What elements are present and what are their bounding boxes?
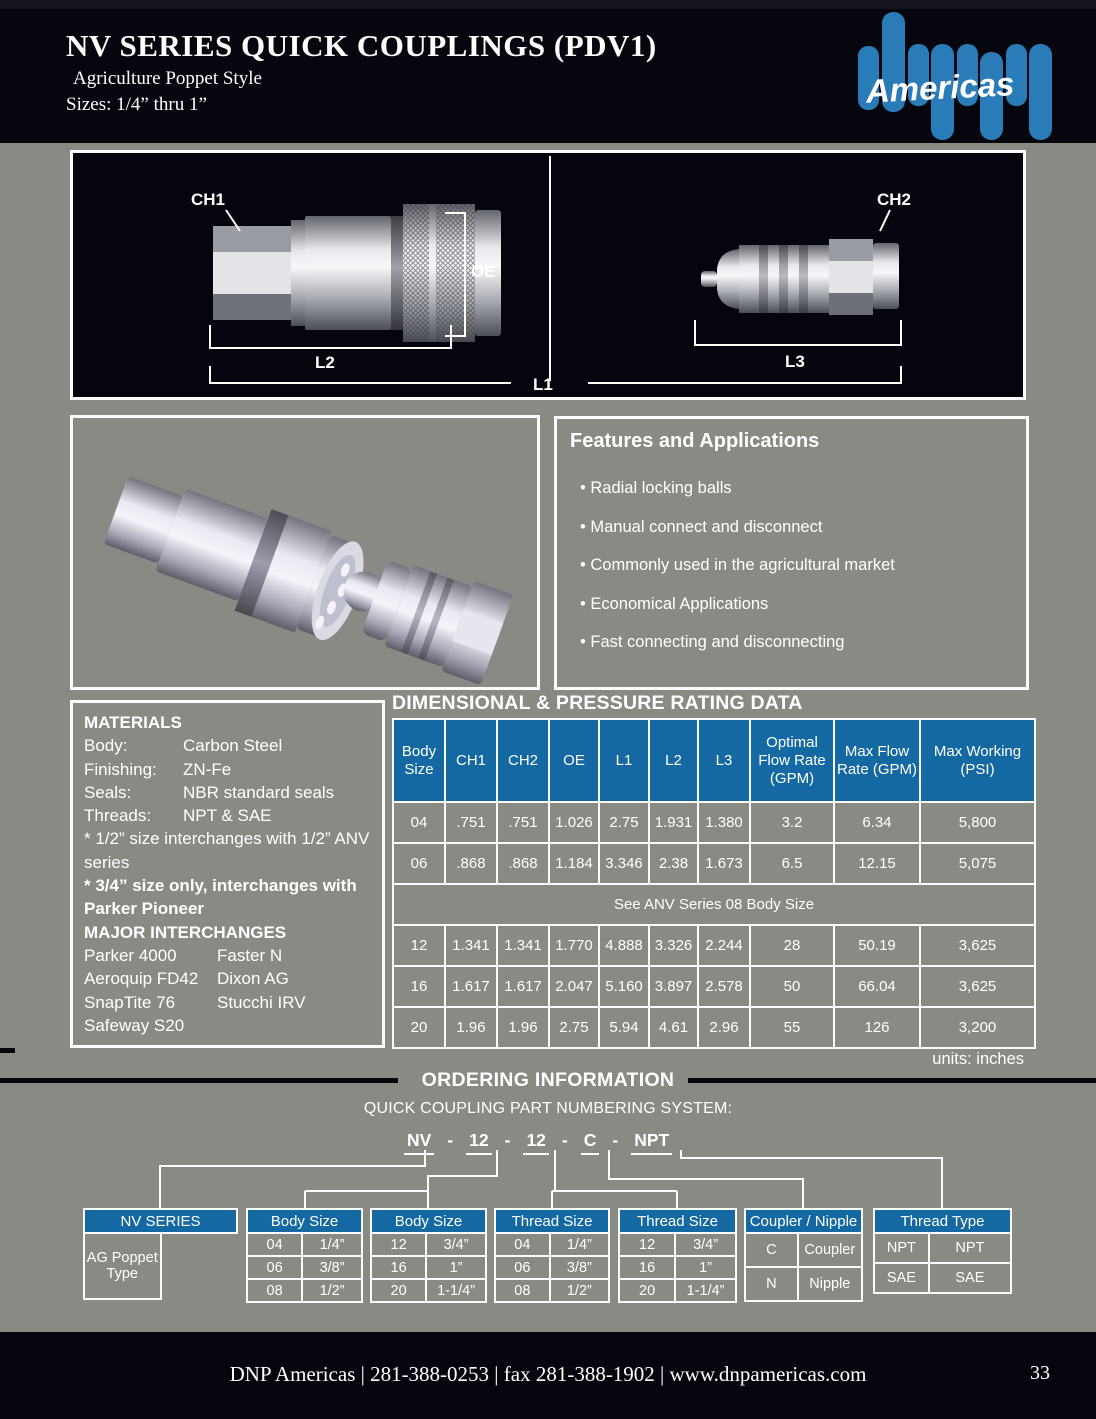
interchange-row <box>84 1014 371 1037</box>
code-cell: 16 <box>371 1256 426 1279</box>
page-subtitle-sizes: Sizes: 1/4” thru 1” <box>66 94 207 115</box>
nipple-illustration <box>701 239 899 315</box>
interchange-col1: SnapTite 76 <box>84 992 176 1012</box>
materials-note-1: * 1/2” size interchanges with 1/2” ANV series <box>84 829 370 872</box>
dim-cell: 2.75 <box>599 802 649 843</box>
dim-row-20 <box>393 1007 1035 1048</box>
feature-item: • Manual connect and disconnect <box>580 518 1026 537</box>
ordering-box-coupler-nipple <box>744 1208 863 1302</box>
dim-cell: 5.160 <box>599 966 649 1007</box>
ordering-box-header: Thread Size <box>619 1209 736 1233</box>
ordering-box-body-size-b <box>370 1208 487 1303</box>
dim-cell: 4.61 <box>649 1007 698 1048</box>
part-segment-series: NV <box>404 1130 434 1155</box>
dim-cell: .868 <box>445 843 497 884</box>
dim-cell: 50 <box>750 966 834 1007</box>
dim-cell: 55 <box>750 1007 834 1048</box>
label-oe: OE <box>471 262 496 281</box>
spec-row <box>84 804 371 827</box>
dim-cell: 1.770 <box>549 925 599 966</box>
label-l1: L1 <box>533 375 553 394</box>
dim-cell: 12 <box>393 925 445 966</box>
dim-cell: 1.380 <box>698 802 750 843</box>
interchanges-title: MAJOR INTERCHANGES <box>84 922 287 942</box>
dim-cell: 06 <box>393 843 445 884</box>
ordering-box-header: NV SERIES <box>84 1209 237 1233</box>
code-cell: 16 <box>619 1256 675 1279</box>
ordering-box-header: Coupler / Nipple <box>745 1209 862 1233</box>
interchange-col2: Stucchi IRV <box>217 992 306 1012</box>
ordering-box-header: Thread Type <box>874 1209 1011 1233</box>
spec-value: NBR standard seals <box>183 782 335 802</box>
dim-cell: 3.2 <box>750 802 834 843</box>
ordering-box-thread-size-b <box>618 1208 737 1303</box>
dim-cell: .751 <box>497 802 549 843</box>
code-cell: 04 <box>495 1233 550 1256</box>
value-cell: 3/8” <box>302 1256 362 1279</box>
part-dash: - <box>447 1130 454 1150</box>
value-cell: 1” <box>426 1256 486 1279</box>
dim-header-cell: CH1 <box>445 719 497 802</box>
dim-cell: 6.5 <box>750 843 834 884</box>
page-footer <box>0 1332 1096 1419</box>
dim-cell: 16 <box>393 966 445 1007</box>
value-cell: 1/4” <box>550 1233 609 1256</box>
dim-header-cell: Body Size <box>393 719 445 802</box>
label-ch1: CH1 <box>191 190 226 209</box>
features-list <box>570 479 1026 652</box>
spec-row <box>84 781 371 804</box>
dim-cell: 5,800 <box>920 802 1035 843</box>
left-edge-tick <box>0 1048 15 1053</box>
value-cell: SAE <box>929 1263 1011 1293</box>
dim-cell: 04 <box>393 802 445 843</box>
dim-cell: 3,625 <box>920 925 1035 966</box>
dim-cell: 66.04 <box>834 966 920 1007</box>
dimensional-table-title: DIMENSIONAL & PRESSURE RATING DATA <box>392 692 803 714</box>
materials-box <box>70 700 385 1048</box>
units-note: units: inches <box>932 1050 1024 1068</box>
code-cell: 06 <box>495 1256 550 1279</box>
dim-cell: 1.96 <box>497 1007 549 1048</box>
value-cell: 3/4” <box>426 1233 486 1256</box>
spec-value: NPT & SAE <box>183 806 272 826</box>
feature-item: • Fast connecting and disconnecting <box>580 633 1026 652</box>
code-cell: C <box>745 1233 798 1267</box>
dim-cell: 1.341 <box>445 925 497 966</box>
spec-value: Carbon Steel <box>183 736 283 756</box>
value-cell: Coupler <box>798 1233 862 1267</box>
dim-cell: 2.047 <box>549 966 599 1007</box>
value-cell: 1-1/4” <box>675 1279 736 1302</box>
dim-merged-note: See ANV Series 08 Body Size <box>393 884 1035 925</box>
dim-cell: 1.96 <box>445 1007 497 1048</box>
features-panel <box>554 416 1029 690</box>
spec-label: Threads: <box>84 806 152 826</box>
dim-cell: 1.931 <box>649 802 698 843</box>
dim-cell: 4.888 <box>599 925 649 966</box>
dim-cell: 12.15 <box>834 843 920 884</box>
dim-header-cell: Max Flow Rate (GPM) <box>834 719 920 802</box>
part-dash: - <box>504 1130 511 1150</box>
part-dash: - <box>612 1130 619 1150</box>
page-title: NV SERIES QUICK COUPLINGS (PDV1) <box>66 28 657 63</box>
dim-cell: 2.578 <box>698 966 750 1007</box>
ordering-box-series <box>83 1208 238 1300</box>
part-segment-body-size: 12 <box>466 1130 491 1155</box>
interchange-col1: Parker 4000 <box>84 945 177 965</box>
code-cell: 08 <box>247 1279 302 1302</box>
dim-cell: .751 <box>445 802 497 843</box>
dim-row-16 <box>393 966 1035 1007</box>
dim-header-cell: L2 <box>649 719 698 802</box>
spec-label: Finishing: <box>84 759 157 779</box>
dim-row-06 <box>393 843 1035 884</box>
label-l2: L2 <box>315 353 335 372</box>
code-cell: 12 <box>619 1233 675 1256</box>
dim-header-cell: OE <box>549 719 599 802</box>
ordering-box-header: Body Size <box>247 1209 362 1233</box>
ordering-box-thread-type <box>873 1208 1012 1294</box>
materials-note-2: * 3/4” size only, interchanges with Parker Pioneer <box>84 876 357 919</box>
dim-cell: 6.34 <box>834 802 920 843</box>
spec-label: Seals: <box>84 782 132 802</box>
dim-cell: 1.184 <box>549 843 599 884</box>
spec-row <box>84 734 371 757</box>
dim-cell: 3,625 <box>920 966 1035 1007</box>
dim-header-cell: Max Working (PSI) <box>920 719 1035 802</box>
feature-item: • Radial locking balls <box>580 479 1026 498</box>
part-segment-thread-size: 12 <box>523 1130 548 1155</box>
dim-cell: 3.326 <box>649 925 698 966</box>
code-cell: N <box>745 1267 798 1301</box>
interchange-col1: Aeroquip FD42 <box>84 969 199 989</box>
code-cell: NPT <box>874 1233 929 1263</box>
dimension-diagram-panel <box>70 150 1026 400</box>
part-number-connectors <box>0 1148 1096 1210</box>
value-cell: 1-1/4” <box>426 1279 486 1302</box>
part-dash: - <box>561 1130 568 1150</box>
dim-header-cell: L3 <box>698 719 750 802</box>
dim-cell: 126 <box>834 1007 920 1048</box>
ordering-box-thread-size-a <box>494 1208 610 1303</box>
spec-value: ZN-Fe <box>183 759 232 779</box>
dim-cell: 1.026 <box>549 802 599 843</box>
dim-cell: 2.38 <box>649 843 698 884</box>
ordering-box-header: Thread Size <box>495 1209 609 1233</box>
dim-cell: 3,200 <box>920 1007 1035 1048</box>
value-cell: Nipple <box>798 1267 862 1301</box>
coupler-illustration <box>213 204 501 342</box>
dim-cell: 3.346 <box>599 843 649 884</box>
interchange-row <box>84 967 371 990</box>
code-cell: 08 <box>495 1279 550 1302</box>
coupler-render <box>97 459 374 648</box>
ordering-subtitle: QUICK COUPLING PART NUMBERING SYSTEM: <box>363 1100 733 1117</box>
interchange-col1: Safeway S20 <box>84 1015 185 1035</box>
interchange-row <box>84 991 371 1014</box>
dim-cell: 5.94 <box>599 1007 649 1048</box>
ordering-title: ORDERING INFORMATION <box>421 1069 675 1091</box>
page-subtitle-style: Agriculture Poppet Style <box>73 68 262 89</box>
ordering-box-body: AG Poppet Type <box>84 1233 161 1299</box>
value-cell: 1” <box>675 1256 736 1279</box>
value-cell: 3/8” <box>550 1256 609 1279</box>
dim-header-row <box>393 719 1035 802</box>
value-cell: 1/4” <box>302 1233 362 1256</box>
logo-americas-text: Americas <box>864 65 1016 110</box>
code-cell: 12 <box>371 1233 426 1256</box>
dnp-logo <box>848 6 1092 140</box>
dim-row-note <box>393 884 1035 925</box>
dim-cell: 5,075 <box>920 843 1035 884</box>
code-cell: 20 <box>619 1279 675 1302</box>
dim-cell: 1.617 <box>497 966 549 1007</box>
ordering-box-header: Body Size <box>371 1209 486 1233</box>
dim-cell: 50.19 <box>834 925 920 966</box>
feature-item: • Economical Applications <box>580 595 1026 614</box>
code-cell: 20 <box>371 1279 426 1302</box>
page-header <box>0 0 1096 143</box>
footer-contact: DNP Americas | 281-388-0253 | fax 281-388-1902 | www.dnpamericas.com <box>229 1362 867 1386</box>
dim-header-cell: Optimal Flow Rate (GPM) <box>750 719 834 802</box>
dimension-diagram <box>73 153 1023 397</box>
value-cell: NPT <box>929 1233 1011 1263</box>
product-renders <box>73 418 537 687</box>
value-cell: 1/2” <box>550 1279 609 1302</box>
spec-row <box>84 758 371 781</box>
part-segment-coupler: C <box>581 1130 600 1155</box>
label-l3: L3 <box>785 352 805 371</box>
dim-cell: 2.244 <box>698 925 750 966</box>
page-number: 33 <box>1030 1362 1050 1384</box>
interchange-col2: Faster N <box>217 945 283 965</box>
dim-cell: 28 <box>750 925 834 966</box>
code-cell: 06 <box>247 1256 302 1279</box>
interchange-col2: Dixon AG <box>217 969 289 989</box>
features-title: Features and Applications <box>570 430 820 452</box>
feature-item: • Commonly used in the agricultural market <box>580 556 1026 575</box>
value-cell: 3/4” <box>675 1233 736 1256</box>
materials-title: MATERIALS <box>84 713 182 732</box>
code-cell: SAE <box>874 1263 929 1293</box>
ordering-box-body-size-a <box>246 1208 363 1303</box>
dim-cell: 1.341 <box>497 925 549 966</box>
dim-row-04 <box>393 802 1035 843</box>
dim-cell: 1.617 <box>445 966 497 1007</box>
code-cell: 04 <box>247 1233 302 1256</box>
product-photo-panel <box>70 415 540 690</box>
value-cell: 1/2” <box>302 1279 362 1302</box>
dim-cell: .868 <box>497 843 549 884</box>
dim-cell: 2.75 <box>549 1007 599 1048</box>
dim-header-cell: L1 <box>599 719 649 802</box>
dim-cell: 20 <box>393 1007 445 1048</box>
spec-label: Body: <box>84 736 128 756</box>
label-ch2: CH2 <box>877 190 912 209</box>
dim-header-cell: CH2 <box>497 719 549 802</box>
dim-cell: 3.897 <box>649 966 698 1007</box>
dim-cell: 1.673 <box>698 843 750 884</box>
interchange-row <box>84 944 371 967</box>
part-segment-thread-type: NPT <box>631 1130 672 1155</box>
dim-row-12 <box>393 925 1035 966</box>
dimensional-table <box>392 718 1036 1049</box>
dim-cell: 2.96 <box>698 1007 750 1048</box>
